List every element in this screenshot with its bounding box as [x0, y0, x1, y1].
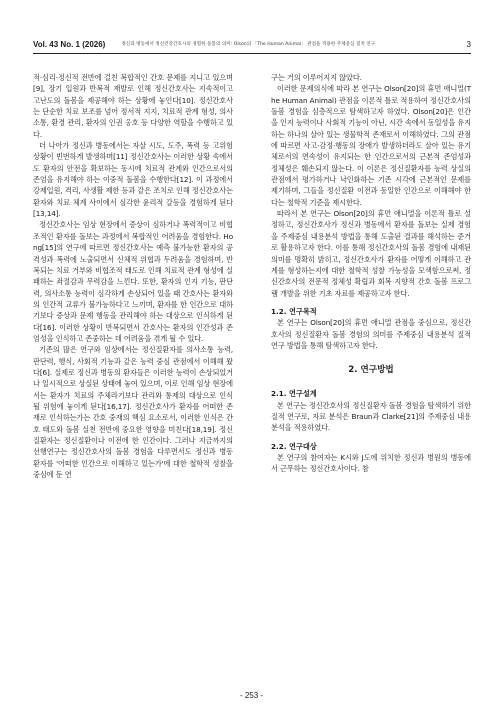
left-column [33, 72, 233, 480]
body-paragraph: 본 연구는 Olson[20]의 휴먼 애니멀 관점을 중심으로, 정신간호사의 정신질환자 돌봄 경험의 의미를 주제중심 내용분석 질적 연구 방법을 통해 탐색하고자 한다. [271, 318, 471, 350]
body-paragraph: 적·심리·정신적 전반에 걸친 복합적인 간호 문제를 지니고 있으며[9], 장기 입원과 반복적 재발로 인해 정신간호사는 지속적이고 고난도의 돌봄을 제공해야 하는 상황에 놓인다[10]. 정신간호사는 단순한 치료 보조를 넘어 정서적 지지, 치료적 관계 형성, 의사소통, 환경 관리, 환자의 인권 옹호 등 다양한 역할을 수행하고 있다. [33, 73, 233, 139]
page-folio: - 253 - [239, 691, 264, 700]
header-rule [33, 53, 471, 54]
body-paragraph: 더 나아가 정신과 병동에서는 자살 시도, 도주, 폭력 등 고위험 상황이 빈번하게 발생하며[11] 정신간호사는 이러한 상황 속에서도 환자의 안전을 확보하는 동시에 치료적 관계와 인간으로서의 존엄을 유지해야 하는 이중적 돌봄을 수행한다[12]. 이 과정에서 강제입원, 격리, 사생활 제한 등과 같은 조치로 인해 정신간호사는 환자와 치료 체계 사이에서 심각한 윤리적 갈등을 경험하게 된다[13,14]. [33, 141, 233, 219]
running-title: 정신과 병동에서 정신건강간호사의 경험한 돌봄의 의미: Olson의 「The Human Animal」 관점을 적용한 주제중심 질적 연구 [121, 42, 376, 47]
spacer [271, 299, 471, 306]
body-paragraph: 이러한 문제의식에 따라 본 연구는 Olson[20]의 휴먼 애니멀(The Human Animal) 관점을 이론적 틀로 적용하여 정신간호사의 돌봄 경험을 심층적으로 탐색하고자 하였다. Olson[20]은 인간을 인지 능력이나 사회적 기능이 아닌, 시간 속에서 동일성을 유지하는 하나의 살아 있는 생물학적 존재로서 이해하였다. 그의 관점에 따르면 사고·감정·행동의 장애가 발생하더라도 살아 있는 유기체로서의 연속성이 유지되는 한 인간으로서의 근본적 존엄성과 정체성은 훼손되지 않는다. 이 이론은 정신질환자를 능력 상실의 관점에서 평가하거나 낙인화하는 기존 시각에 근본적인 문제를 제기하며, 그들을 정신질환 이전과 동일한 인간으로 이해해야 한다는 철학적 기준을 제시한다. [271, 84, 471, 207]
section-heading-2-2: 2.2. 연구대상 [271, 441, 317, 451]
body-paragraph: 정신간호사는 임상 현장에서 증상이 심하거나 폭력적이고 비협조적인 환자를 돌보는 과정에서 복합적인 어려움을 경험한다. Hong[15]의 연구에 따르면 정신간호사는 예측 불가능한 환자의 공격성과 폭력에 노출되면서 신체적 위협과 두려움을 경험하며, 반복되는 치료 거부와 비협조적 태도로 인해 치료적 관계 형성에 실패하는 좌절감과 무력감을 느낀다. 또한, 환자의 인지 기능, 판단력, 의사소통 능력이 심각하게 손상되어 있을 때 간호사는 환자와의 인간적 교류가 불가능하다고 느끼며, 환자를 한 인간으로 대하기보다 증상과 문제 행동을 관리해야 하는 대상으로 인식하게 된다[16]. 이러한 상황이 반복되면서 간호사는 환자의 인간성과 존엄성을 인식하고 존중하는 데 어려움을 겪게 될 수 있다. [33, 220, 233, 343]
journal-volume: Vol. 43 No. 1 (2026) [33, 39, 106, 49]
section-heading-1-2: 1.2. 연구목적 [271, 306, 317, 316]
running-header [33, 37, 471, 51]
right-column [271, 72, 471, 475]
header-page-number: 3 [466, 39, 471, 49]
section-heading-2-1: 2.1. 연구설계 [271, 389, 317, 399]
body-paragraph: 본 연구의 참여자는 K시와 J도에 위치한 정신과 병원의 병동에서 근무하는 정신간호사이다. 참 [271, 452, 471, 474]
spacer [271, 434, 471, 441]
body-paragraph: 본 연구는 정신간호사의 정신질환자 돌봄 경험을 탐색하기 위한 질적 연구로, 자료 분석은 Braun과 Clarke[21]의 주제중심 내용분석을 적용하였다. [271, 400, 471, 433]
body-paragraph: 구는 거의 이루어지지 않았다. [271, 73, 362, 82]
body-paragraph: 따라서 본 연구는 Olson[20]의 휴먼 애니멀을 이론적 틀로 설정하고, 정신간호사가 정신과 병동에서 환자를 돌보는 실제 경험을 주제중심 내용분석 방법을 통해 도출된 결과를 해석하는 준거로 활용하고자 한다. 이를 통해 정신간호사의 돌봄 경험에 내재된 의미를 명확히 밝히고, 정신간호사가 환자를 어떻게 이해하고 관계를 형성하는지에 대한 철학적 성찰 가능성을 모색함으로써, 정신간호사의 전문적 정체성 확립과 회복 지향적 간호 돌봄 프로그램 개발을 위한 기초 자료를 제공하고자 한다. [271, 209, 471, 298]
body-paragraph: 기존의 많은 연구와 임상에서는 정신질환자를 의사소통 능력, 판단력, 행식, 사회적 기능과 같은 능력 중심 관점에서 이해해 왔다[6]. 실제로 정신과 병동의 환자들은 이러한 능력이 손상되었거나 일시적으로 상실된 상태에 놓여 있으며, 이로 인해 임상 현장에서는 환자가 치료의 주체라기보다 관리와 통제의 대상으로 인식될 위험에 놓이게 된다[16,17]. 정신간호사가 환자를 어떠한 존재로 인식하는가는 간호 중재의 핵심 요소로서, 이러한 인식은 간호 태도와 돌봄 실천 전반에 중요한 영향을 미친다[18,19]. 정신질환자는 정신질환이나 이전에 한 인간이다. 그러나 지금까지의 선행연구는 정신간호사의 돌봄 경험을 다루면서도 정신과 병동 환자를 '어떠한 인간으로 이해하고 있는가'에 대한 철학적 성찰을 중심에 둔 연 [33, 345, 233, 480]
section-heading-2: 2. 연구방법 [348, 365, 394, 376]
